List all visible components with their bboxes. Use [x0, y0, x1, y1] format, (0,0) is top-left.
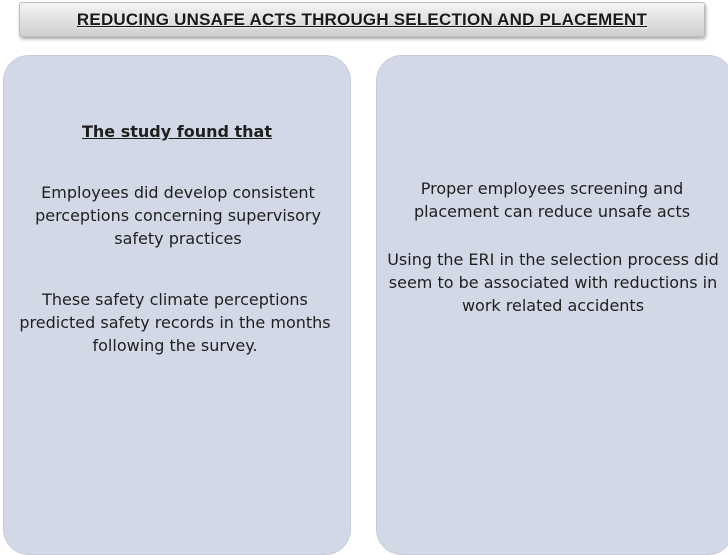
left-panel-heading: The study found that: [82, 122, 272, 141]
slide-title: REDUCING UNSAFE ACTS THROUGH SELECTION AND PLACEMENT: [76, 10, 648, 29]
slide-title-bar: [19, 2, 705, 37]
right-panel-paragraph-2: Using the ERI in the selection process did seem to be associated with reductions in work related accidents: [387, 250, 719, 315]
right-panel-paragraph-1: Proper employees screening and placement can reduce unsafe acts: [413, 179, 691, 221]
left-panel-paragraph-2: These safety climate perceptions predicted safety records in the months following the survey.: [19, 290, 331, 355]
left-panel-paragraph-1: Employees did develop consistent perceptions concerning supervisory safety practices: [35, 183, 321, 248]
